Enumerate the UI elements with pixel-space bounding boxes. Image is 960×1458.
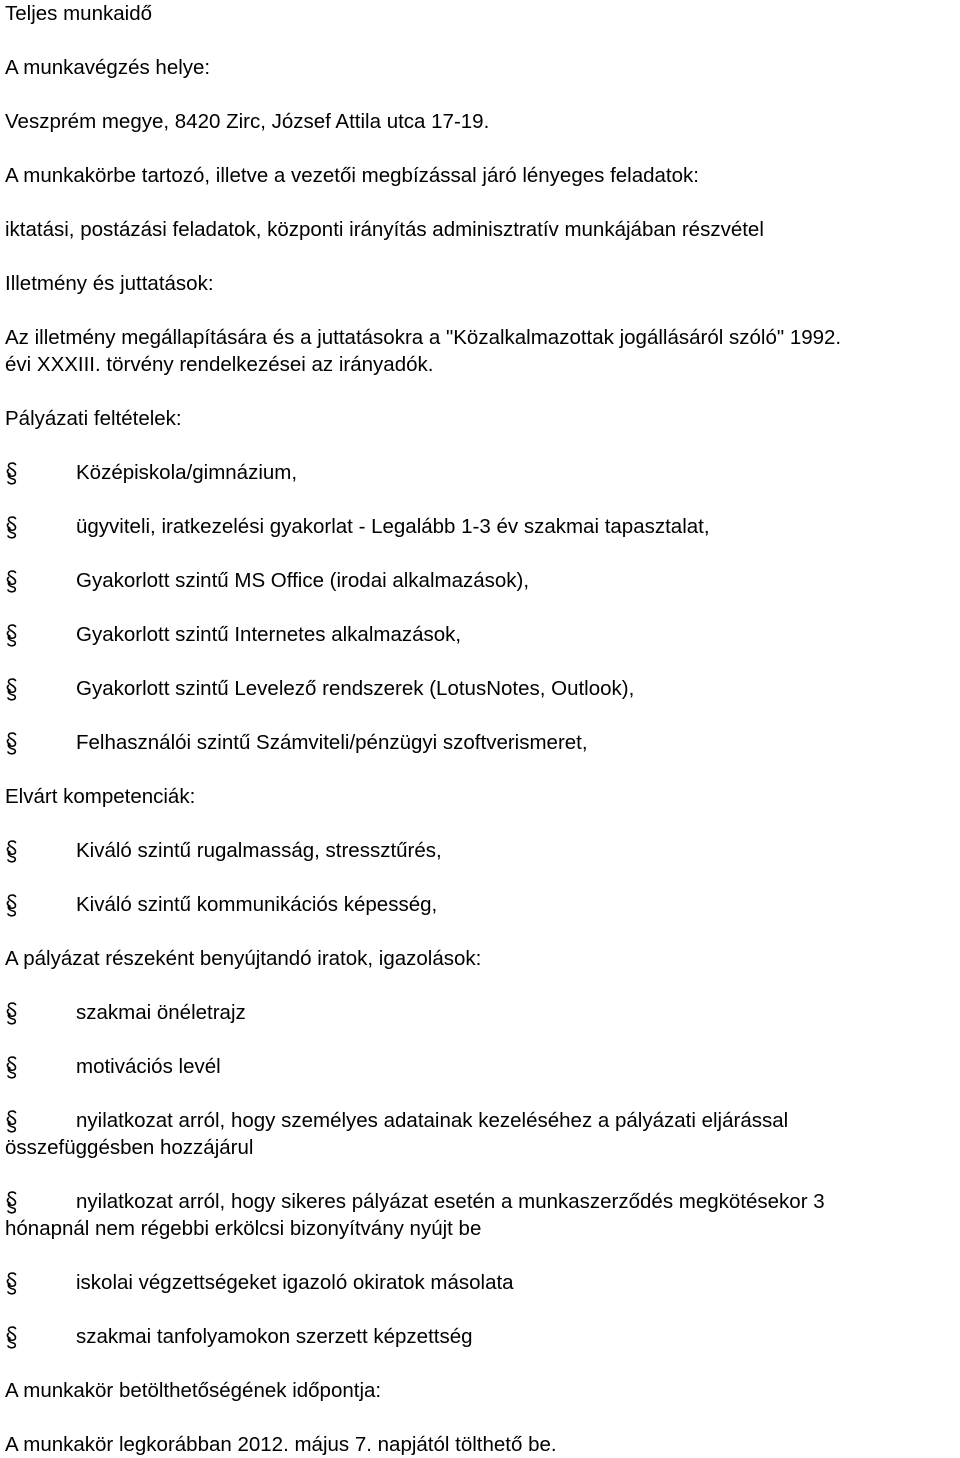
salary-value-line-2: évi XXXIII. törvény rendelkezései az irányadók. — [5, 353, 434, 376]
section-sign-bullet-icon — [5, 1190, 19, 1215]
list-item: Kiváló szintű rugalmasság, stressztűrés, — [5, 837, 955, 864]
list-item: Gyakorlott szintű Levelező rendszerek (LotusNotes, Outlook), — [5, 675, 955, 702]
requirements-label: Pályázati feltételek: — [5, 407, 182, 430]
section-sign-bullet-icon — [5, 893, 19, 918]
section-sign-bullet-icon — [5, 839, 19, 864]
list-item: ügyviteli, iratkezelési gyakorlat - Legalább 1-3 év szakmai tapasztalat, — [5, 513, 955, 540]
section-sign-bullet-icon — [5, 461, 19, 486]
list-item: Kiváló szintű kommunikációs képesség, — [5, 891, 955, 918]
list-item: Felhasználói szintű Számviteli/pénzügyi szoftverismeret, — [5, 729, 955, 756]
start-date-value: A munkakör legkorábban 2012. május 7. napjától tölthető be. — [5, 1433, 557, 1456]
employment-type: Teljes munkaidő — [5, 2, 152, 25]
list-item: nyilatkozat arról, hogy sikeres pályázat esetén a munkaszerződés megkötésekor 3 hónapnál nem régebbi erkölcsi bizonyítvány nyújt be — [5, 1190, 825, 1240]
section-sign-bullet-icon — [5, 569, 19, 594]
competencies-list — [5, 837, 955, 918]
section-sign-bullet-icon — [5, 1001, 19, 1026]
list-item: Gyakorlott szintű Internetes alkalmazások, — [5, 621, 955, 648]
list-item: szakmai tanfolyamokon szerzett képzettség — [5, 1323, 955, 1350]
section-sign-bullet-icon — [5, 1271, 19, 1296]
salary-label: Illetmény és juttatások: — [5, 272, 214, 295]
workplace-label: A munkavégzés helye: — [5, 56, 211, 79]
duties-label: A munkakörbe tartozó, illetve a vezetői megbízással járó lényeges feladatok: — [5, 164, 699, 187]
section-sign-bullet-icon — [5, 623, 19, 648]
list-item: Gyakorlott szintű MS Office (irodai alkalmazások), — [5, 567, 955, 594]
list-item: nyilatkozat arról, hogy személyes adatainak kezeléséhez a pályázati eljárással összefüggésben hozzájárul — [5, 1109, 789, 1159]
documents-label: A pályázat részeként benyújtandó iratok, igazolások: — [5, 947, 482, 970]
section-sign-bullet-icon — [5, 677, 19, 702]
documents-list — [5, 999, 955, 1350]
section-sign-bullet-icon — [5, 1055, 19, 1080]
section-sign-bullet-icon — [5, 731, 19, 756]
section-sign-bullet-icon — [5, 515, 19, 540]
section-sign-bullet-icon — [5, 1109, 19, 1134]
salary-value-line-1: Az illetmény megállapítására és a juttatásokra a "Közalkalmazottak jogállásáról szóló" 1992. — [5, 326, 842, 349]
competencies-label: Elvárt kompetenciák: — [5, 785, 196, 808]
list-item: szakmai önéletrajz — [5, 999, 955, 1026]
list-item: iskolai végzettségeket igazoló okiratok másolata — [5, 1269, 955, 1296]
list-item: Középiskola/gimnázium, — [5, 459, 955, 486]
start-date-label: A munkakör betölthetőségének időpontja: — [5, 1379, 382, 1402]
job-posting-document — [5, 0, 955, 1458]
workplace-value: Veszprém megye, 8420 Zirc, József Attila utca 17-19. — [5, 110, 490, 133]
duties-value: iktatási, postázási feladatok, központi irányítás adminisztratív munkájában részvétel — [5, 218, 764, 241]
requirements-list — [5, 459, 955, 756]
section-sign-bullet-icon — [5, 1325, 19, 1350]
list-item: motivációs levél — [5, 1053, 955, 1080]
